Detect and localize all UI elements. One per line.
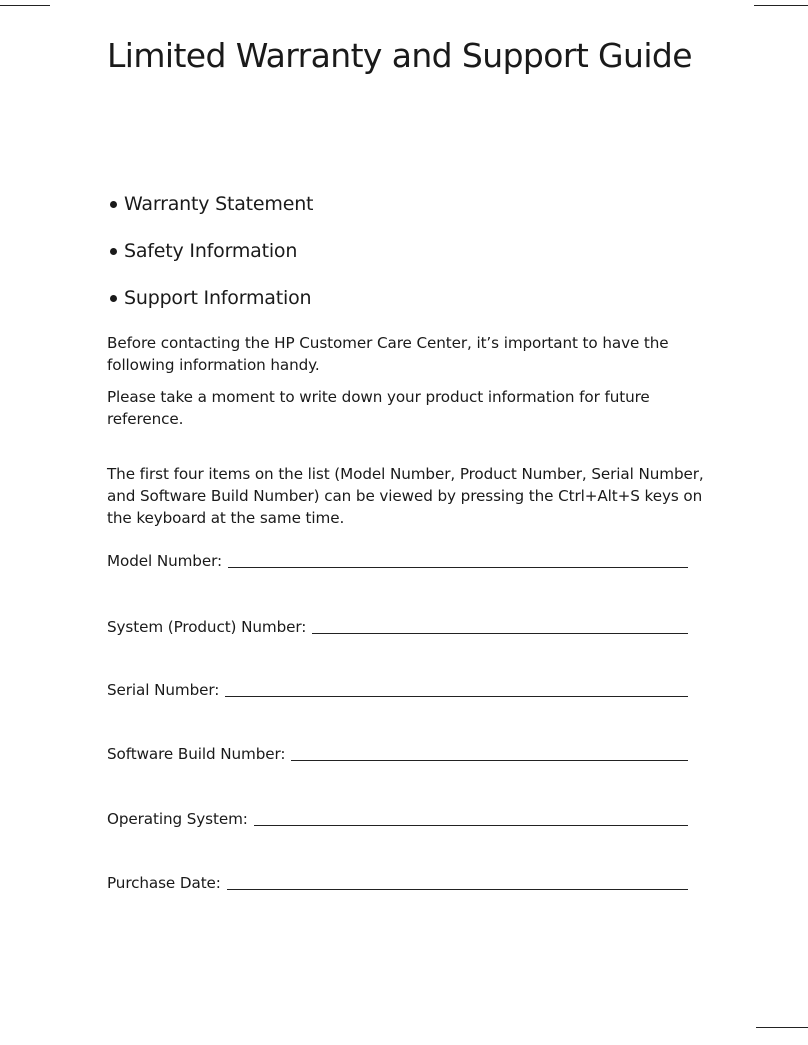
operating-system-field[interactable] xyxy=(107,808,688,830)
field-label: Software Build Number: xyxy=(107,745,286,763)
bullet-icon xyxy=(110,295,117,302)
crop-mark-top-right xyxy=(754,5,808,6)
shortcut-paragraph: The first four items on the list (Model Number, Product Number, Serial Number, and Software Build Number) can be viewed by pressing the Ctrl+Alt+S keys on the keyboard at the same time. xyxy=(107,465,704,527)
model-number-field[interactable] xyxy=(107,550,688,572)
list-item xyxy=(107,188,313,220)
list-item-label: Warranty Statement xyxy=(124,193,314,215)
contents-list xyxy=(107,188,313,329)
reference-paragraph: Please take a moment to write down your product information for future reference. xyxy=(107,388,650,428)
fill-in-line[interactable] xyxy=(254,825,688,826)
system-product-number-field[interactable] xyxy=(107,616,688,638)
crop-mark-bottom-right xyxy=(756,1027,808,1028)
purchase-date-field[interactable] xyxy=(107,872,688,894)
page-title: Limited Warranty and Support Guide xyxy=(107,36,692,75)
field-label: Model Number: xyxy=(107,552,222,570)
intro-paragraph: Before contacting the HP Customer Care Center, it’s important to have the following information handy. xyxy=(107,334,669,374)
fill-in-line[interactable] xyxy=(225,696,688,697)
bullet-icon xyxy=(110,248,117,255)
crop-mark-top-left xyxy=(0,5,50,6)
field-label: Operating System: xyxy=(107,810,248,828)
fill-in-line[interactable] xyxy=(291,760,688,761)
software-build-number-field[interactable] xyxy=(107,743,688,765)
serial-number-field[interactable] xyxy=(107,679,688,701)
field-label: System (Product) Number: xyxy=(107,618,307,636)
field-label: Serial Number: xyxy=(107,681,220,699)
fill-in-line[interactable] xyxy=(312,633,688,634)
list-item xyxy=(107,282,313,314)
fill-in-line[interactable] xyxy=(228,567,688,568)
field-label: Purchase Date: xyxy=(107,874,221,892)
fill-in-line[interactable] xyxy=(227,889,688,890)
bullet-icon xyxy=(110,201,117,208)
list-item xyxy=(107,235,313,267)
list-item-label: Support Information xyxy=(124,287,312,309)
list-item-label: Safety Information xyxy=(124,240,298,262)
